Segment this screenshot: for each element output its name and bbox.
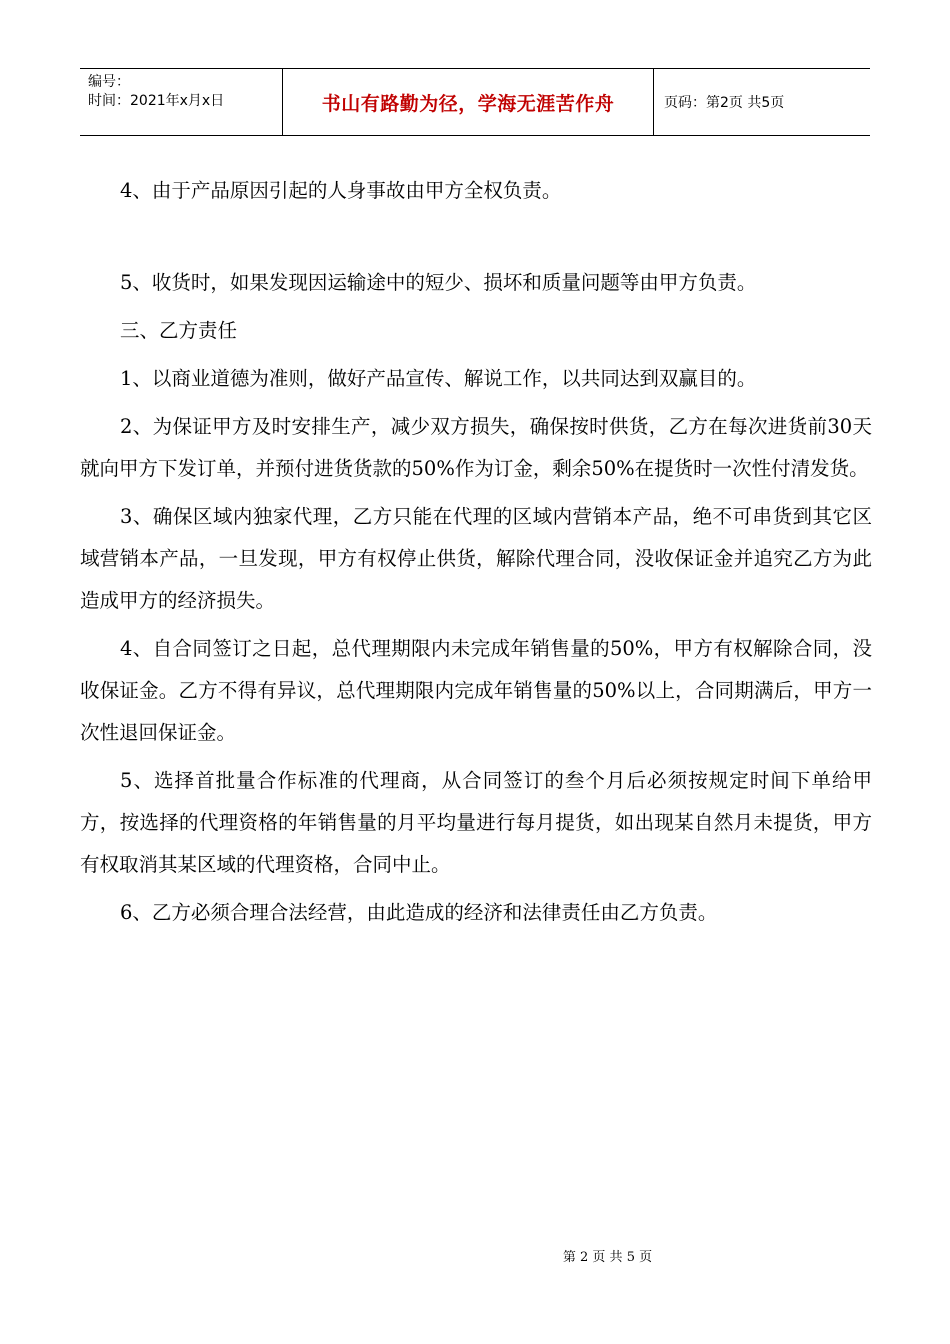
header-page-info: 页码：第2页 共5页 (664, 95, 785, 111)
header-meta (80, 69, 282, 135)
paragraph-item-1-yi: 1、以商业道德为准则，做好产品宣传、解说工作，以共同达到双赢目的。 (120, 367, 757, 390)
paragraph-item-4-jia: 4、由于产品原因引起的人身事故由甲方全权负责。 (120, 179, 562, 202)
page-header (80, 68, 870, 136)
document-time-label: 时间：2021年x月x日 (88, 93, 225, 109)
paragraph-item-4-yi: 4、自合同签订之日起，总代理期限内未完成年销售量的50%，甲方有权解除合同，没收保证金。乙方不得有异议，总代理期限内完成年销售量的50%以上，合同期满后，甲方一次性退回保证金。 (80, 637, 872, 744)
document-number-label: 编号： (88, 74, 130, 90)
paragraph-item-5-jia: 5、收货时，如果发现因运输途中的短少、损坏和质量问题等由甲方负责。 (120, 271, 757, 294)
paragraph-item-5-yi: 5、选择首批量合作标准的代理商，从合同签订的叁个月后必须按规定时间下单给甲方，按选择的代理资格的年销售量的月平均量进行每月提货，如出现某自然月未提货，甲方有权取消其某区域的代理资格，合同中止。 (80, 769, 872, 876)
page-footer: 第 2 页 共 5 页 (562, 1250, 653, 1265)
paragraph-item-3-yi: 3、确保区域内独家代理，乙方只能在代理的区域内营销本产品，绝不可串货到其它区域营销本产品，一旦发现，甲方有权停止供货，解除代理合同，没收保证金并追究乙方为此造成甲方的经济损失。 (80, 505, 872, 612)
paragraph-item-2-yi: 2、为保证甲方及时安排生产，减少双方损失，确保按时供货，乙方在每次进货前30天就向甲方下发订单，并预付进货货款的50%作为订金，剩余50%在提货时一次性付清发货。 (80, 415, 872, 480)
document-body (80, 170, 872, 934)
header-motto: 书山有路勤为径，学海无涯苦作舟 (282, 69, 654, 135)
section-heading-yi-responsibility: 三、乙方责任 (120, 319, 238, 342)
paragraph-item-6-yi: 6、乙方必须合理合法经营，由此造成的经济和法律责任由乙方负责。 (120, 901, 718, 924)
